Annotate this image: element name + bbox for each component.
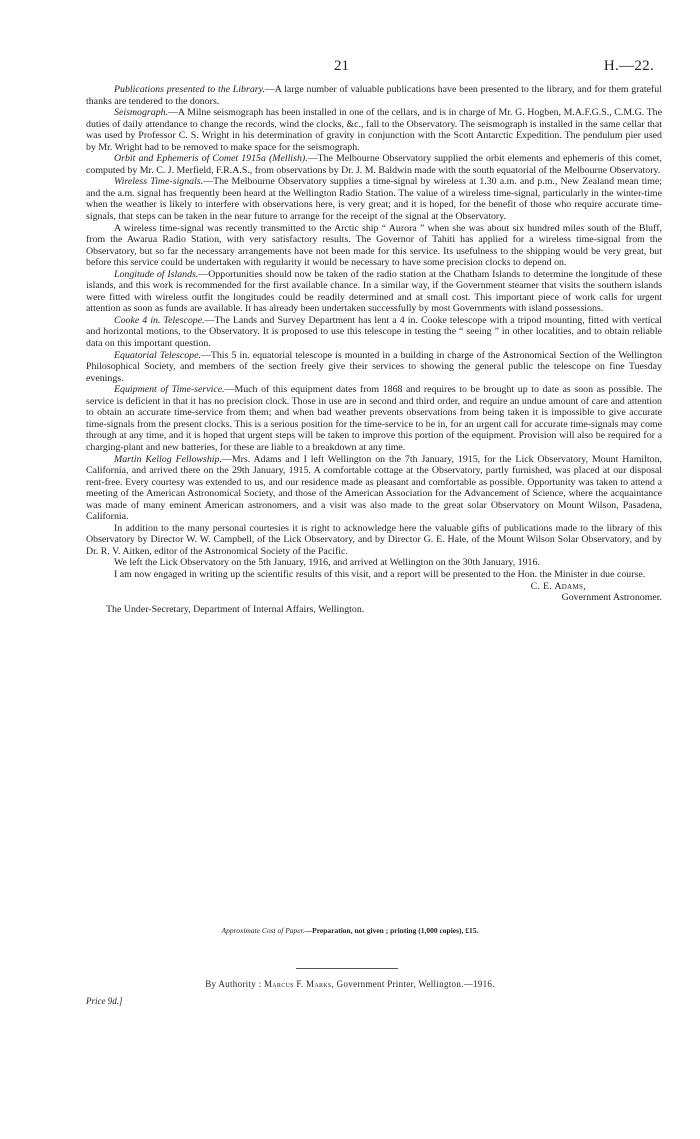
paragraph-comet (86, 153, 662, 176)
paragraph-heading: Martin Kellog Fellowship. (114, 453, 222, 465)
printer-prefix: By Authority : (205, 979, 262, 989)
signature-title: Government Astronomer. (561, 592, 662, 604)
paragraph-heading: Longitude of Islands. (114, 268, 199, 280)
paragraph-text: —The Lands and Survey Department has lent a 4 in. Cooke telescope with a tripod mounting, fitted with vertical and horizontal motions, to the Observatory. It is proposed to use this telescope in testing the “ seeing ” in other localities, and to obtain reliable data on this important question. (86, 314, 662, 350)
paragraph-text: I am now engaged in writing up the scientific results of this visit, and a report will be presented to the Hon. the Minister in due course. (114, 568, 646, 580)
paragraph-heading: Equatorial Telescope. (114, 349, 201, 361)
paragraph-fellowship (86, 454, 662, 523)
addressee: The Under-Secretary, Department of Internal Affairs, Wellington. (106, 603, 365, 615)
paragraph-text: —Mrs. Adams and I left Wellington on the 7th January, 1915, for the Lick Observatory, Mount Hamilton, California, and arrived there on the 29th January, 1915. A comfortable cottage at the Observatory, partly furnished, was placed at our disposal rent-free. Every courtesy was extended to us, and our residence made as pleasant and comfortable as possible. Opportunity was taken to attend a meeting of the American Astronomical Society, and those of the American Association for the Advancement of Science, where the acquaintance was made of many eminent American astronomers, and a visit was also made to the great solar Observatory on Mount Wilson, Pasadena, California. (86, 453, 662, 523)
paragraph-longitude (86, 269, 662, 315)
price: Price 9d.] (86, 996, 123, 1006)
paragraph-gifts (86, 523, 662, 558)
paragraph-text: —This 5 in. equatorial telescope is mounted in a building in charge of the Astronomical Section of the Wellington Philosophical Society, and members of the section freely give their services to showing the general public the telescope on fine Tuesday evenings. (86, 349, 663, 384)
divider-rule (296, 968, 398, 969)
printer-suffix: Government Printer, Wellington.—1916. (336, 979, 495, 989)
document-reference: H.—22. (603, 58, 654, 74)
paragraph-text: —Opportunities should now be taken of the radio station at the Chatham Islands to determine the longitude of these islands, and this work is recommended for the first available chance. In a similar way, if the Government steamer that visits the southern islands were fitted with wireless outfit the longitudes could be readily determined and at small cost. This important piece of work calls for urgent attention as soon as funds are available. It has already been undertaken successfully by most Governments with island possessions. (86, 268, 662, 315)
report-body (86, 84, 662, 615)
cost-text: —Preparation, not given ; printing (1,000 copies), £15. (304, 926, 479, 935)
paragraph-wireless (86, 176, 662, 222)
paragraph-heading: Cooke 4 in. Telescope. (114, 314, 205, 326)
paragraph-aurora (86, 223, 662, 269)
cost-of-paper-note (0, 926, 700, 935)
paragraph-heading: Equipment of Time-service. (114, 384, 225, 396)
signature-name: C. E. Adams, (530, 580, 586, 592)
page-number: 21 (334, 58, 349, 74)
paragraph-time-service (86, 384, 662, 453)
paragraph-seismograph (86, 107, 662, 153)
paragraph-return (86, 557, 662, 569)
paragraph-text: —Much of this equipment dates from 1868 and requires to be brought up to date as soon as possible. The service is deficient in that it has no precision clock. Those in use are in second and third order, and require an undue amount of care and attention to obtain an accurate time-service from them; and when bad weather prevents observations from being taken it is impossible to give accurate time-signals from the present clocks. This is a serious position for the time-service to be in, for an urgent call for accurate time-signals may come through at any time, and it is hoped that urgent steps will be taken to improve this portion of the equipment. Provision will also be required for a charging-plant and new batteries, for these are liable to a breakdown at any time. (86, 384, 663, 453)
paragraph-text: —The Melbourne Observatory supplied the orbit elements and ephemeris of this comet, computed by Mr. C. J. Merfield, F.R.A.S., from observations by Dr. J. M. Baldwin made with the south equatorial of the Melbourne Observatory. (86, 153, 662, 176)
paragraph-publications (86, 84, 662, 107)
cost-label: Approximate Cost of Paper. (221, 926, 305, 935)
paragraph-heading: Orbit and Ephemeris of Comet 1915a (Mellish). (114, 153, 308, 165)
paragraph-heading: Seismograph. (114, 107, 169, 119)
paragraph-text: A wireless time-signal was recently transmitted to the Arctic ship “ Aurora ” when she was about six hundred miles south of the Bluff, from the Awarua Radio Station, with very satisfactory results. The Governor of Tahiti has applied for a wireless time-signal from the Observatory, but so far the necessary arrangements have not been made for this service. Its usefulness to the shipping would be very great, but before this service could be undertaken with regularity it would be necessary to have some precision clocks to depend on. (86, 222, 662, 269)
printer-imprint (0, 979, 700, 989)
printer-name: Marcus F. Marks, (264, 979, 335, 989)
paragraph-heading: Wireless Time-signals. (114, 176, 204, 188)
paragraph-report (86, 569, 662, 581)
paragraph-heading: Publications presented to the Library. (114, 84, 265, 95)
paragraph-text: —The Melbourne Observatory supplies a time-signal by wireless at 1.30 a.m. and p.m., New Zealand mean time; and the a.m. signal has frequently been heard at the Wellington Radio Station. The value of a wireless time-signal, particularly in the winter-time when the weather is likely to interfere with observations here, is very great; and it is hoped, for the benefit of those who require accurate time-signals, that steps can be taken in the near future to arrange for the receipt of the signal at the Observatory. (86, 176, 662, 223)
paragraph-text: —A Milne seismograph has been installed in one of the cellars, and is in charge of Mr. G. Hogben, M.A.F.G.S., C.M.G. The duties of daily attendance to change the records, wind the clocks, &c., fall to the Observatory. The seismograph is installed in the same cellar that was used by Professor C. S. Wright in his determination of gravity in conjunction with the Scott Antarctic Expedition. The pendulum pier used by Mr. Wright had to be removed to make space for the seismograph. (86, 107, 662, 153)
paragraph-cooke-telescope (86, 315, 662, 350)
paragraph-equatorial (86, 350, 662, 385)
paragraph-text: —A large number of valuable publications have been presented to the library, and for them grateful thanks are tendered to the donors. (86, 84, 662, 107)
paragraph-text: In addition to the many personal courtesies it is right to acknowledge here the valuable gifts of publications made to the library of this Observatory by Director W. W. Campbell, of the Lick Observatory, and by Director G. E. Hale, of the Mount Wilson Solar Observatory, and by Dr. R. V. Aitken, editor of the Astronomical Society of the Pacific. (86, 522, 662, 557)
paragraph-text: We left the Lick Observatory on the 5th January, 1916, and arrived at Wellington on the 30th January, 1916. (114, 557, 540, 569)
